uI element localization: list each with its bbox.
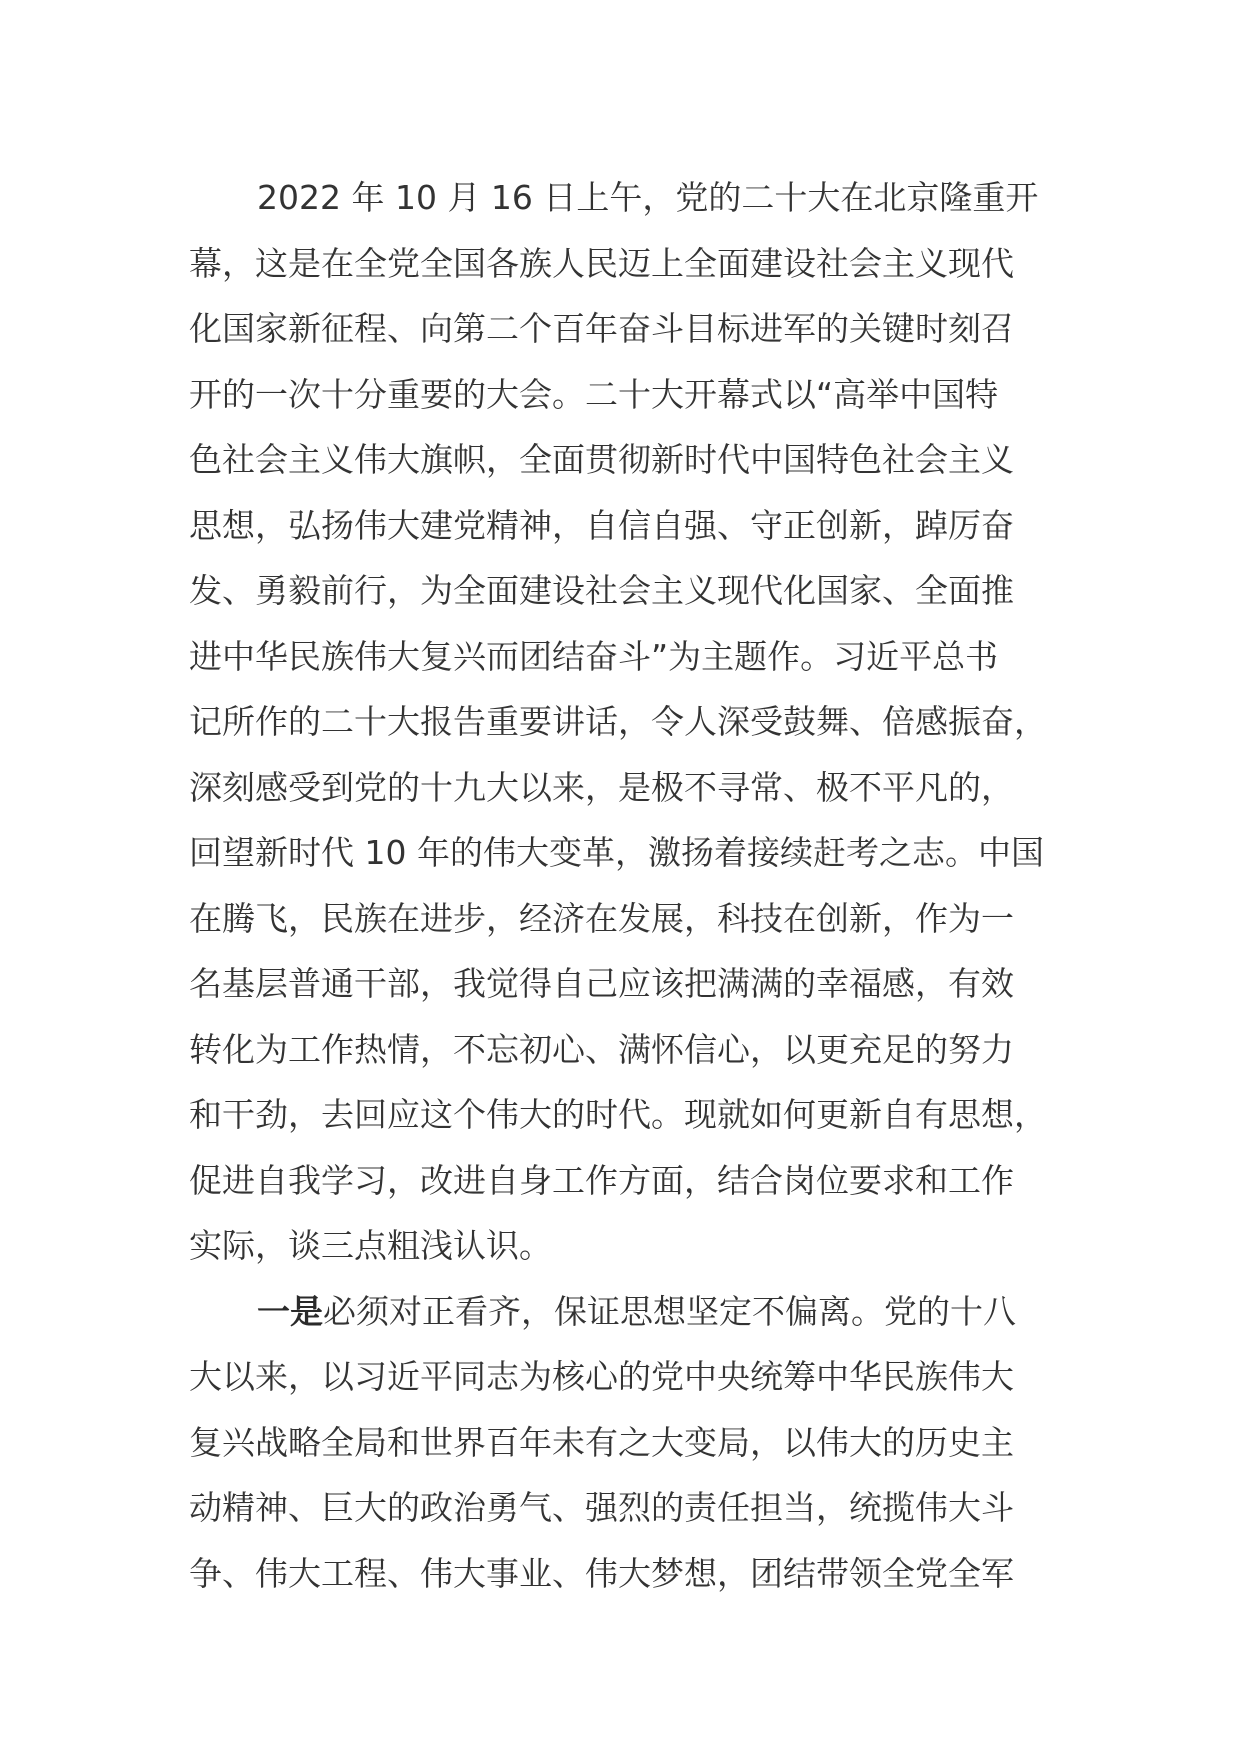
paragraph-line: 在腾飞，民族在进步，经济在发展，科技在创新，作为一 [189,898,1014,938]
paragraph-line: 发、勇毅前行，为全面建设社会主义现代化国家、全面推 [189,571,1014,610]
paragraph-line: 促进自我学习，改进自身工作方面，结合岗位要求和工作 [189,1160,1014,1200]
paragraph-line: 实际，谈三点粗浅认识。 [189,1226,552,1265]
paragraph-line-rest: 必须对正看齐，保证思想坚定不偏离。党的十八 [323,1291,1016,1331]
paragraph-line: 记所作的二十大报告重要讲话，令人深受鼓舞、倍感振奋， [189,702,1047,741]
paragraph-point-one [189,1279,1069,1607]
document-body [189,165,1069,1606]
paragraph-line: 进中华民族伟大复兴而团结奋斗”为主题作。习近平总书 [189,636,999,676]
point-lead-label: 一是 [257,1291,323,1331]
paragraph-line: 2022 年 10 月 16 日上午，党的二十大在北京隆重开 [257,178,1039,217]
paragraph-line: 开的一次十分重要的大会。二十大开幕式以“高举中国特 [189,374,999,414]
paragraph-intro [189,165,1069,1279]
paragraph-line: 化国家新征程、向第二个百年奋斗目标进军的关键时刻召 [189,309,1014,348]
paragraph-first-line [189,1279,1069,1345]
paragraph-line: 色社会主义伟大旗帜，全面贯彻新时代中国特色社会主义 [189,440,1014,479]
paragraph-line: 名基层普通干部，我觉得自己应该把满满的幸福感，有效 [189,964,1014,1003]
paragraph-line: 复兴战略全局和世界百年未有之大变局，以伟大的历史主 [189,1422,1014,1462]
paragraph-line: 幕，这是在全党全国各族人民迈上全面建设社会主义现代 [189,243,1014,283]
paragraph-line: 和干劲，去回应这个伟大的时代。现就如何更新自有思想， [189,1095,1047,1134]
paragraph-line: 大以来，以习近平同志为核心的党中央统筹中华民族伟大 [189,1357,1014,1396]
paragraph-line: 深刻感受到党的十九大以来，是极不寻常、极不平凡的， [189,767,1014,807]
paragraph-line: 回望新时代 10 年的伟大变革，激扬着接续赶考之志。中国 [189,833,1044,872]
paragraph-line: 争、伟大工程、伟大事业、伟大梦想，团结带领全党全军 [189,1553,1014,1593]
paragraph-line: 动精神、巨大的政治勇气、强烈的责任担当，统揽伟大斗 [189,1488,1014,1527]
paragraph-line: 转化为工作热情，不忘初心、满怀信心，以更充足的努力 [189,1029,1014,1069]
paragraph-line: 思想，弘扬伟大建党精神，自信自强、守正创新，踔厉奋 [189,505,1014,545]
